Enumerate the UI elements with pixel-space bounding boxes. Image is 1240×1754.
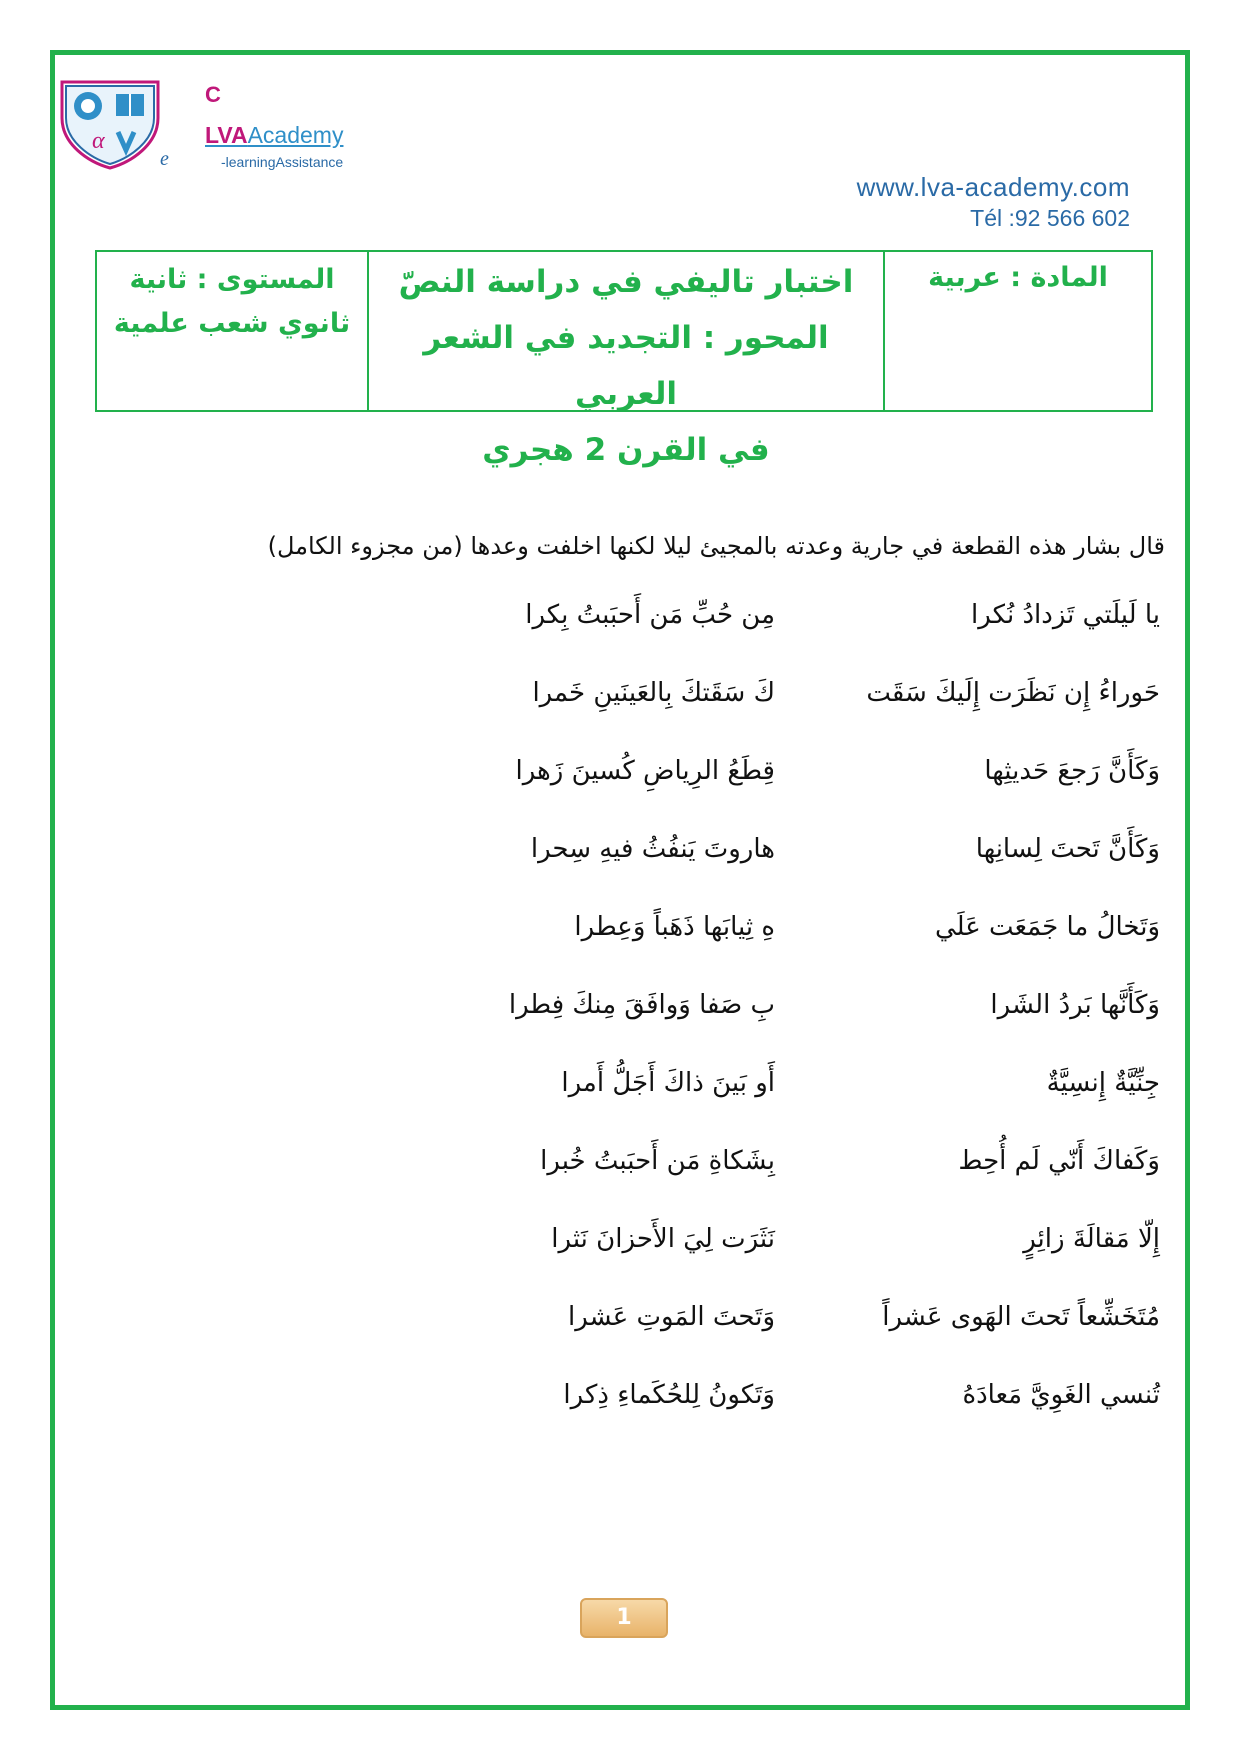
- exam-title: اختبار تاليفي في دراسة النصّ: [398, 264, 854, 300]
- verse-second-hemistich: نَثَرَت لِيَ الأَحزانَ نَثرا: [551, 1224, 775, 1254]
- brand-name-rest: Academy: [247, 122, 344, 148]
- phone-number: Tél :92 566 602: [970, 205, 1130, 231]
- verse-second-hemistich: قِطَعُ الرِياضِ كُسينَ زَهرا: [515, 756, 775, 786]
- verse-first-hemistich: تُنسي الغَوِيَّ مَعادَهُ: [962, 1380, 1160, 1410]
- verse-second-hemistich: كَ سَقَتكَ بِالعَينَينِ خَمرا: [532, 678, 775, 708]
- brand-name-highlight: LVA: [205, 122, 248, 148]
- verse-second-hemistich: بِشَكاةِ مَن أَحبَبتُ خُبرا: [540, 1146, 775, 1176]
- brand-letter: C: [205, 82, 221, 107]
- exam-info-table: [95, 250, 1153, 468]
- verse-first-hemistich: مُتَخَشِّعاً تَحتَ الهَوى عَشراً: [882, 1302, 1160, 1332]
- exam-axis: المحور : التجديد في الشعر العربي: [423, 320, 829, 412]
- verse-first-hemistich: وَتَخالُ ما جَمَعَت عَلَي: [935, 912, 1160, 942]
- exam-axis-century: في القرن 2 هجري: [482, 432, 770, 468]
- verse-first-hemistich: حَوراءُ إِن نَظَرَت إِلَيكَ سَقَت: [866, 678, 1160, 708]
- poem-verse: [150, 912, 1160, 972]
- poem-verse: [150, 990, 1160, 1050]
- verse-second-hemistich: أَو بَينَ ذاكَ أَجَلُّ أَمرا: [561, 1068, 775, 1098]
- poem-verse: [150, 756, 1160, 816]
- verse-second-hemistich: وَتَكونُ لِلحُكَماءِ ذِكرا: [563, 1380, 775, 1410]
- verse-first-hemistich: إِلّا مَقالَةَ زائِرٍ: [1023, 1224, 1160, 1254]
- poem-verse: [150, 834, 1160, 894]
- verse-first-hemistich: يا لَيلَتي تَزدادُ نُكرا: [971, 600, 1160, 630]
- subject-cell: [883, 252, 1151, 410]
- poem-intro: قال بشار هذه القطعة في جارية وعدته بالمجيئ ليلا لكنها اخلفت وعدها (من مجزوء الكامل): [267, 532, 1165, 560]
- title-cell: [367, 252, 883, 468]
- poem-verse: [150, 1302, 1160, 1362]
- contact-block: [857, 172, 1130, 232]
- brand-tagline: -learningAssistance: [221, 154, 344, 170]
- verse-second-hemistich: مِن حُبِّ مَن أَحبَبتُ بِكرا: [525, 600, 775, 630]
- level-cell: [97, 252, 367, 410]
- website-link[interactable]: www.lva-academy.com: [856, 172, 1130, 202]
- subject-label: المادة : عربية: [928, 262, 1108, 293]
- verse-second-hemistich: وَتَحتَ المَوتِ عَشرا: [568, 1302, 775, 1332]
- lva-academy-logo: [58, 78, 162, 170]
- verse-first-hemistich: وَكَفاكَ أَنّي لَم أُحِط: [958, 1146, 1160, 1176]
- level-label: المستوى : ثانية: [129, 264, 335, 295]
- poem-verse: [150, 600, 1160, 660]
- brand-name: [205, 122, 343, 149]
- level-stream: ثانوي شعب علمية: [113, 308, 351, 339]
- verse-first-hemistich: وَكَأَنَّها بَردُ الشَرا: [990, 990, 1160, 1020]
- verse-second-hemistich: بِ صَفا وَوافَقَ مِنكَ فِطرا: [508, 990, 775, 1020]
- poem-verse: [150, 1068, 1160, 1128]
- verse-second-hemistich: هِ ثِيابَها ذَهَباً وَعِطرا: [574, 912, 775, 942]
- page-number: 1: [580, 1598, 668, 1638]
- brand-e-mark: e: [160, 148, 169, 170]
- verse-first-hemistich: وَكَأَنَّ تَحتَ لِسانِها: [975, 834, 1160, 864]
- poem-verse: [150, 1380, 1160, 1440]
- svg-text:α: α: [92, 128, 105, 154]
- brand-block: [205, 82, 344, 170]
- poem-verse: [150, 1224, 1160, 1284]
- poem-verse: [150, 678, 1160, 738]
- verse-first-hemistich: وَكَأَنَّ رَجعَ حَديثِها: [984, 756, 1160, 786]
- verse-second-hemistich: هاروتَ يَنفُثُ فيهِ سِحرا: [530, 834, 775, 864]
- poem-verse: [150, 1146, 1160, 1206]
- verse-first-hemistich: جِنِّيَّةٌ إِنسِيَّةٌ: [1046, 1068, 1160, 1098]
